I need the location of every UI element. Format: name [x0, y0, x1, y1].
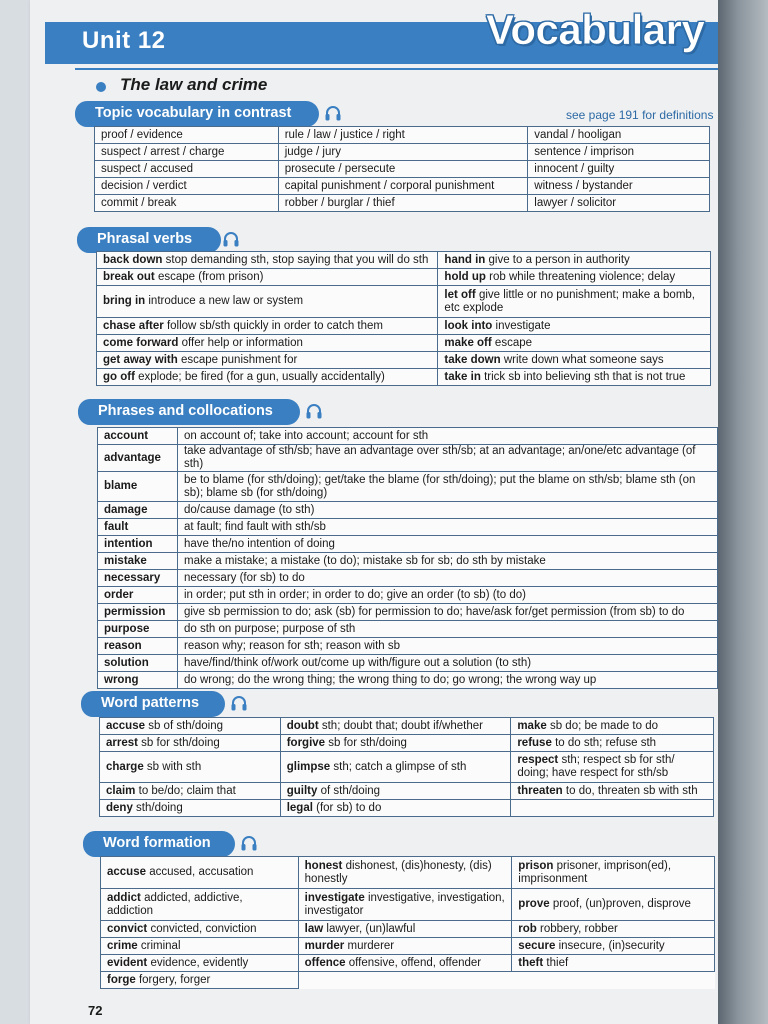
definition: to do, threaten sb with sth — [565, 784, 698, 797]
headphones-icon[interactable] — [240, 834, 258, 852]
table-row — [98, 502, 718, 519]
table-row — [95, 161, 710, 178]
term: look into — [444, 319, 493, 332]
collocation-key: blame — [98, 472, 178, 502]
table-row — [98, 519, 718, 536]
table-row — [100, 718, 714, 735]
collocation-phrases: do wrong; do the wrong thing; the wrong thing to do; go wrong; the wrong way up — [177, 672, 717, 689]
word-pattern-cell — [280, 752, 511, 783]
collocation-phrases: on account of; take into account; account for sth — [177, 428, 717, 445]
term: refuse — [517, 736, 552, 749]
vocab-cell: vandal / hooligan — [528, 127, 710, 144]
table-row — [101, 889, 715, 921]
definition: criminal — [140, 939, 181, 952]
vocab-cell: prosecute / persecute — [278, 161, 528, 178]
term: get away with — [103, 353, 178, 366]
definition: escape — [494, 336, 533, 349]
collocation-key: damage — [98, 502, 178, 519]
table-row — [95, 144, 710, 161]
term: take in — [444, 370, 481, 383]
collocation-phrases: be to blame (for sth/doing); get/take the blame (for sth/doing); put the blame on sth/sb; blame sth (on sb); blame sb (for sth/doing) — [177, 472, 717, 502]
definition: trick sb into believing sth that is not true — [484, 370, 686, 383]
collocation-key: necessary — [98, 570, 178, 587]
term: charge — [106, 760, 144, 773]
definition: lawyer, (un)lawful — [326, 922, 416, 935]
table-row — [97, 252, 711, 269]
word-formation-cell — [101, 889, 299, 921]
collocation-key: permission — [98, 604, 178, 621]
collocation-key: order — [98, 587, 178, 604]
term: crime — [107, 939, 138, 952]
definition: forgery, forger — [138, 973, 211, 986]
collocation-key: mistake — [98, 553, 178, 570]
collocation-key: reason — [98, 638, 178, 655]
section-heading-topic-vocab: Topic vocabulary in contrast — [75, 101, 319, 127]
word-pattern-cell — [100, 783, 281, 800]
phrasal-verb-cell — [97, 252, 438, 269]
definition: proof, (un)proven, disprove — [552, 898, 691, 910]
term: deny — [106, 801, 133, 814]
definition: convicted, conviction — [150, 922, 257, 935]
collocation-key: fault — [98, 519, 178, 536]
table-row — [100, 735, 714, 752]
definition: to be/do; claim that — [138, 784, 236, 797]
definition: sth/doing — [136, 801, 183, 814]
term: prove — [518, 898, 550, 910]
definition: prisoner, imprison(ed), imprisonment — [518, 859, 672, 885]
table-row — [97, 318, 711, 335]
table-row — [98, 472, 718, 502]
definition: sb do; be made to do — [549, 719, 659, 732]
definition: of sth/doing — [320, 784, 381, 797]
word-pattern-cell — [280, 800, 511, 817]
word-formation-cell — [101, 972, 299, 989]
definition: escape (from prison) — [157, 270, 264, 283]
word-formation-cell — [298, 938, 512, 955]
term: chase after — [103, 319, 164, 332]
table-row — [100, 752, 714, 783]
definition: give little or no punishment; make a bomb, etc explode — [444, 288, 695, 314]
word-formation-cell — [512, 889, 715, 921]
term: guilty — [286, 784, 318, 797]
definition: sb with sth — [146, 760, 202, 773]
headphones-icon[interactable] — [324, 104, 342, 122]
headphones-icon[interactable] — [230, 694, 248, 712]
definition: sth; catch a glimpse of sth — [333, 760, 467, 773]
term: evident — [107, 956, 148, 969]
definition: write down what someone says — [503, 353, 664, 366]
table-row — [98, 621, 718, 638]
table-row — [98, 445, 718, 472]
term: convict — [107, 922, 148, 935]
definition: dishonest, (dis)honesty, (dis) honestly — [304, 859, 492, 885]
table-row — [98, 672, 718, 689]
vocab-cell: innocent / guilty — [528, 161, 710, 178]
collocation-phrases: at fault; find fault with sth/sb — [177, 519, 717, 536]
definition: (for sb) to do — [316, 801, 382, 814]
table-row — [98, 587, 718, 604]
word-pattern-cell — [280, 783, 511, 800]
definition: sb for sth/doing — [328, 736, 407, 749]
word-formation-cell — [298, 889, 512, 921]
word-formation-cell — [512, 955, 715, 972]
definition: escape punishment for — [180, 353, 298, 366]
headphones-icon[interactable] — [305, 402, 323, 420]
collocation-phrases: take advantage of sth/sb; have an advantage over sth/sb; at an advantage; an/one/etc advantage (of sth) — [177, 445, 717, 472]
collocation-key: advantage — [98, 445, 178, 472]
table-row — [101, 972, 715, 989]
table-row — [97, 335, 711, 352]
collocation-phrases: have/find/think of/work out/come up with/figure out a solution (to sth) — [177, 655, 717, 672]
term: accuse — [106, 719, 146, 732]
collocation-phrases: do sth on purpose; purpose of sth — [177, 621, 717, 638]
section-heading-word-patterns: Word patterns — [81, 691, 225, 717]
collocation-phrases: in order; put sth in order; in order to do; give an order (to sb) (to do) — [177, 587, 717, 604]
topic-vocab-table — [94, 126, 710, 212]
phrasal-verb-cell — [97, 352, 438, 369]
word-formation-cell — [512, 921, 715, 938]
definition: sb of sth/doing — [148, 719, 224, 732]
definition: offensive, offend, offender — [348, 956, 482, 969]
vocab-cell: suspect / arrest / charge — [95, 144, 279, 161]
word-pattern-cell — [511, 735, 714, 752]
word-pattern-cell — [511, 800, 714, 817]
section-heading-phrasal-verbs: Phrasal verbs — [77, 227, 221, 253]
definition: follow sb/sth quickly in order to catch them — [166, 319, 383, 332]
collocation-key: wrong — [98, 672, 178, 689]
term: respect — [517, 754, 559, 766]
table-row — [98, 638, 718, 655]
term: hand in — [444, 253, 486, 266]
topic-title: The law and crime — [120, 75, 268, 94]
definition: to do sth; refuse sth — [555, 736, 657, 749]
term: make off — [444, 336, 492, 349]
term: break out — [103, 270, 155, 283]
word-formation-cell — [101, 938, 299, 955]
table-row — [98, 655, 718, 672]
collocation-phrases: necessary (for sb) to do — [177, 570, 717, 587]
table-row — [101, 955, 715, 972]
term: go off — [103, 370, 135, 383]
definition: explode; be fired (for a gun, usually accidentally) — [138, 370, 385, 383]
vocab-cell: suspect / accused — [95, 161, 279, 178]
term: offence — [304, 956, 346, 969]
word-formation-cell — [101, 857, 299, 889]
word-formation-cell — [512, 938, 715, 955]
term: threaten — [517, 784, 563, 797]
term: come forward — [103, 336, 179, 349]
phrases-table — [97, 427, 718, 689]
page-spine-shadow — [718, 0, 768, 1024]
word-formation-cell — [298, 857, 512, 889]
word-pattern-cell — [280, 718, 511, 735]
topic-bullet-icon — [96, 82, 106, 92]
definition: sb for sth/doing — [141, 736, 220, 749]
term: law — [304, 922, 324, 935]
vocab-cell: witness / bystander — [528, 178, 710, 195]
section-heading-word-formation: Word formation — [83, 831, 235, 857]
word-formation-cell — [298, 955, 512, 972]
collocation-key: intention — [98, 536, 178, 553]
vocab-cell: judge / jury — [278, 144, 528, 161]
table-row — [95, 195, 710, 212]
term: honest — [304, 859, 343, 872]
phrasal-verbs-table — [96, 251, 711, 386]
collocation-phrases: make a mistake; a mistake (to do); mistake sb for sb; do sth by mistake — [177, 553, 717, 570]
phrasal-verb-cell — [438, 252, 711, 269]
definitions-note: see page 191 for definitions — [566, 108, 714, 122]
term: doubt — [286, 719, 319, 732]
term: secure — [518, 939, 556, 952]
definition: introduce a new law or system — [148, 295, 304, 307]
term: accuse — [107, 866, 147, 878]
phrasal-verb-cell — [97, 369, 438, 386]
term: arrest — [106, 736, 138, 749]
phrasal-verb-cell — [438, 286, 711, 318]
term: prison — [518, 859, 554, 872]
phrasal-verb-cell — [97, 335, 438, 352]
term: glimpse — [286, 760, 331, 773]
phrasal-verb-cell — [438, 269, 711, 286]
term: legal — [286, 801, 313, 814]
phrasal-verb-cell — [97, 269, 438, 286]
table-row — [98, 553, 718, 570]
table-row — [97, 352, 711, 369]
vocab-cell: sentence / imprison — [528, 144, 710, 161]
vocab-cell: commit / break — [95, 195, 279, 212]
definition: accused, accusation — [149, 866, 254, 878]
unit-title: Unit 12 — [82, 27, 166, 54]
term: investigate — [304, 891, 365, 904]
word-formation-cell — [101, 921, 299, 938]
word-formation-cell — [512, 857, 715, 889]
phrasal-verb-cell — [97, 286, 438, 318]
definition: thief — [546, 956, 569, 969]
term: murder — [304, 939, 345, 952]
table-row — [100, 783, 714, 800]
collocation-key: purpose — [98, 621, 178, 638]
definition: offer help or information — [181, 336, 303, 349]
definition: rob while threatening violence; delay — [489, 270, 676, 283]
definition: addicted, addictive, addiction — [107, 891, 243, 917]
term: hold up — [444, 270, 486, 283]
word-pattern-cell — [100, 752, 281, 783]
table-row — [101, 857, 715, 889]
word-pattern-cell — [100, 800, 281, 817]
headphones-icon[interactable] — [222, 230, 240, 248]
word-formation-cell — [101, 955, 299, 972]
vocab-cell: decision / verdict — [95, 178, 279, 195]
phrasal-verb-cell — [438, 369, 711, 386]
word-pattern-cell — [511, 752, 714, 783]
collocation-key: account — [98, 428, 178, 445]
collocation-phrases: reason why; reason for sth; reason with sb — [177, 638, 717, 655]
definition: sth; respect sb for sth/ doing; have respect for sth/sb — [517, 754, 675, 779]
term: theft — [518, 956, 544, 969]
term: let off — [444, 288, 476, 301]
table-row — [97, 286, 711, 318]
table-row — [101, 938, 715, 955]
term: take down — [444, 353, 501, 366]
term: forge — [107, 973, 136, 986]
table-row — [98, 570, 718, 587]
phrasal-verb-cell — [438, 352, 711, 369]
table-row — [97, 369, 711, 386]
collocation-phrases: do/cause damage (to sth) — [177, 502, 717, 519]
term: rob — [518, 922, 537, 935]
vocab-cell: lawyer / solicitor — [528, 195, 710, 212]
phrasal-verb-cell — [97, 318, 438, 335]
header-rule — [75, 68, 718, 70]
term: back down — [103, 253, 163, 266]
phrasal-verb-cell — [438, 335, 711, 352]
vocab-cell: capital punishment / corporal punishment — [278, 178, 528, 195]
table-row — [95, 127, 710, 144]
collocation-phrases: give sb permission to do; ask (sb) for permission to do; have/ask for/get permission (from sb) to do — [177, 604, 717, 621]
definition: insecure, (in)security — [558, 939, 665, 952]
vocab-cell: proof / evidence — [95, 127, 279, 144]
term: forgive — [286, 736, 326, 749]
phrasal-verb-cell — [438, 318, 711, 335]
table-row — [95, 178, 710, 195]
word-pattern-cell — [511, 718, 714, 735]
term: addict — [107, 891, 141, 904]
collocation-key: solution — [98, 655, 178, 672]
section-title: Vocabulary — [486, 6, 705, 53]
vocab-cell: robber / burglar / thief — [278, 195, 528, 212]
word-formation-table — [100, 856, 715, 989]
word-formation-cell — [512, 972, 715, 989]
definition: sth; doubt that; doubt if/whether — [321, 719, 483, 732]
collocation-phrases: have the/no intention of doing — [177, 536, 717, 553]
definition: investigative, investigation, investigator — [304, 891, 505, 917]
word-patterns-table — [99, 717, 714, 817]
definition: robbery, robber — [540, 922, 618, 935]
word-formation-cell — [298, 972, 512, 989]
definition: stop demanding sth, stop saying that you will do sth — [165, 253, 429, 266]
table-row — [100, 800, 714, 817]
table-row — [98, 428, 718, 445]
vocab-cell: rule / law / justice / right — [278, 127, 528, 144]
term: make — [517, 719, 547, 732]
word-pattern-cell — [100, 718, 281, 735]
definition: murderer — [347, 939, 395, 952]
word-pattern-cell — [100, 735, 281, 752]
table-row — [98, 604, 718, 621]
table-row — [101, 921, 715, 938]
definition: investigate — [495, 319, 551, 332]
term: bring in — [103, 295, 146, 307]
section-heading-phrases: Phrases and collocations — [78, 399, 300, 425]
table-row — [97, 269, 711, 286]
definition: give to a person in authority — [488, 253, 630, 266]
word-pattern-cell — [511, 783, 714, 800]
word-pattern-cell — [280, 735, 511, 752]
definition: evidence, evidently — [150, 956, 249, 969]
table-row — [98, 536, 718, 553]
word-formation-cell — [298, 921, 512, 938]
term: claim — [106, 784, 136, 797]
page-number: 72 — [88, 1003, 103, 1018]
